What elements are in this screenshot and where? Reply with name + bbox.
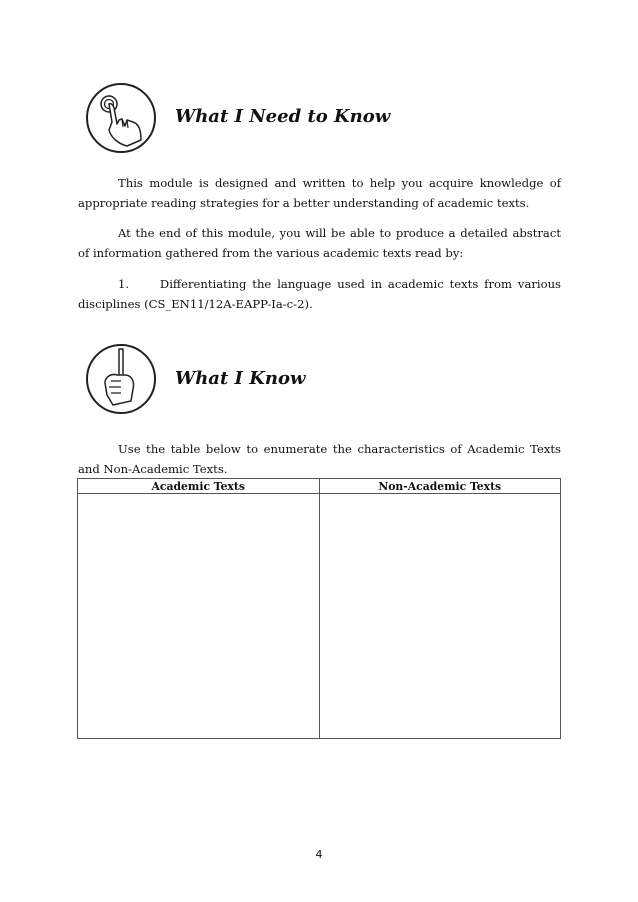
list-item-number: 1.: [118, 277, 130, 291]
characteristics-table: [77, 478, 561, 739]
column-header-academic: Academic Texts: [78, 479, 320, 494]
objective-list-item: [78, 274, 561, 314]
section-title-need-to-know: What I Need to Know: [175, 106, 391, 127]
section-title-what-i-know: What I Know: [175, 368, 306, 389]
intro-paragraph: This module is designed and written to help you acquire knowledge of appropriate reading strategies for a better understanding of academic texts.: [78, 176, 561, 210]
column-header-non-academic: Non-Academic Texts: [319, 479, 561, 494]
table-instruction: Use the table below to enumerate the characteristics of Academic Texts and Non-Academic Texts.: [78, 442, 561, 476]
hand-pencil-icon: [85, 343, 157, 415]
table-row: [78, 494, 561, 739]
page-number: 4: [315, 848, 323, 861]
list-item-text: Differentiating the language used in academic texts from various disciplines (CS_EN11/12A-EAPP-Ia-c-2).: [78, 277, 561, 311]
objective-paragraph: At the end of this module, you will be able to produce a detailed abstract of information gathered from the various academic texts read by:: [78, 226, 561, 260]
hand-tap-icon: [85, 82, 157, 154]
non-academic-texts-cell[interactable]: [319, 494, 561, 739]
table-header-row: [78, 479, 561, 494]
academic-texts-cell[interactable]: [78, 494, 320, 739]
